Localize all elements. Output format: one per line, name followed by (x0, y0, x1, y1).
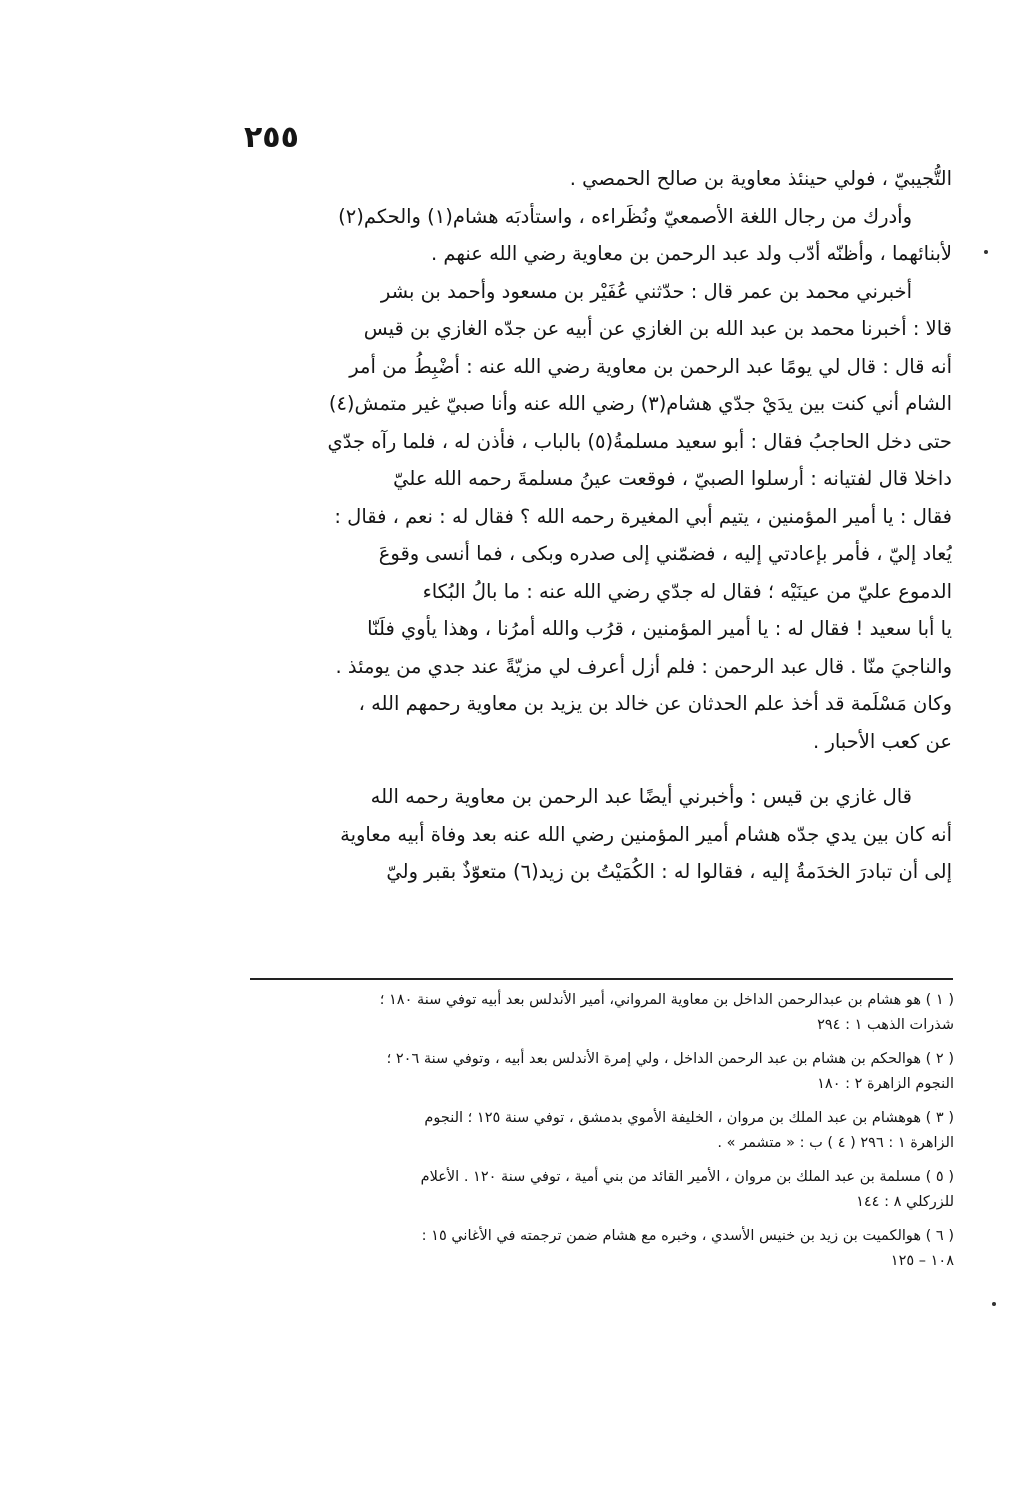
text-line: أنه قال : قال لي يومًا عبد الرحمن بن معاوية رضي الله عنه : أضْبِطُ من أمر (349, 354, 952, 378)
footnote (236, 1106, 954, 1156)
footnote-line: النجوم الزاهرة ٢ : ١٨٠ (817, 1076, 954, 1092)
footnote-line: للزركلي ٨ : ١٤٤ (856, 1194, 954, 1210)
footnote-line: ( ٦ ) هوالكميت بن زيد بن خنيس الأسدي ، وخبره مع هشام ضمن ترجمته في الأغاني ١٥ : (421, 1228, 954, 1244)
text-line: لأبنائهما ، وأظنّه أدّب ولد عبد الرحمن بن معاوية رضي الله عنهم . (430, 242, 952, 265)
footnote (236, 1224, 954, 1274)
text-line: يُعاد إليّ ، فأمر بإعادتي إليه ، فضمّني إلى صدره وبكى ، فما أنسى وقوعَ (378, 542, 952, 565)
text-line: التُّجيبيّ ، فولي حينئذ معاوية بن صالح الحمصي . (569, 167, 952, 190)
footnote (236, 1047, 954, 1097)
text-line: قال غازي بن قيس : وأخبرني أيضًا عبد الرحمن بن معاوية رحمه الله (370, 785, 912, 808)
text-line: حتى دخل الحاجبُ فقال : أبو سعيد مسلمةُ(٥) بالباب ، فأذن له ، فلما رآه جدّي (327, 429, 952, 453)
footnote (236, 988, 954, 1038)
text-line: وأدرك من رجال اللغة الأصمعيّ ونُظَراءه ، واستأدبَه هشام(١) والحكم(٢) (338, 204, 912, 228)
footnote-line: ( ١ ) هو هشام بن عبدالرحمن الداخل بن معاوية المرواني، أمير الأندلس بعد أبيه توفي سنة ١٨٠ ؛ (379, 992, 954, 1008)
text-line: إلى أن تبادرَ الخدَمةُ إليه ، فقالوا له : الكُمَيْتُ بن زيد(٦) متعوّذٌ بقبر وليّ (386, 860, 952, 883)
text-line: عن كعب الأحبار . (813, 729, 952, 753)
footnote-line: ( ٥ ) مسلمة بن عبد الملك بن مروان ، الأمير القائد من بني أمية ، توفي سنة ١٢٠ . الأعلام (420, 1169, 954, 1185)
footnote-divider (250, 978, 953, 980)
text-line: يا أبا سعيد ! فقال له : يا أمير المؤمنين ، قرُب والله أمرُنا ، وهذا يأوي فلَنّا (367, 617, 952, 640)
body-text (226, 160, 952, 891)
text-line: وكان مَسْلَمة قد أخذ علم الحدثان عن خالد بن يزيد بن معاوية رحمهم الله ، (358, 692, 952, 715)
footnotes (236, 988, 954, 1274)
text-line: أخبرني محمد بن عمر قال : حدّثني عُفَيْر بن مسعود وأحمد بن بشر (380, 279, 912, 303)
text-line: الدموع عليّ من عينَيْه ؛ فقال له جدّي رضي الله عنه : ما بالُ البُكاء (422, 579, 952, 603)
text-line: داخلا قال لفتيانه : أرسلوا الصبيّ ، فوقعت عينُ مسلمةَ رحمه الله عليّ (393, 467, 952, 490)
text-line: فقال : يا أمير المؤمنين ، يتيم أبي المغيرة رحمه الله ؟ فقال له : نعم ، فقال : (334, 504, 952, 528)
scan-speck (984, 250, 988, 254)
footnote-line: ١٠٨ – ١٢٥ (890, 1253, 954, 1269)
footnote-line: ( ٣ ) هوهشام بن عبد الملك بن مروان ، الخليفة الأموي بدمشق ، توفي سنة ١٢٥ ؛ النجوم (424, 1110, 954, 1126)
text-line: قالا : أخبرنا محمد بن عبد الله بن الغازي عن أبيه عن جدّه الغازي بن قيس (363, 317, 952, 340)
footnote-line: شذرات الذهب ١ : ٢٩٤ (817, 1017, 954, 1033)
footnote-line: ( ٢ ) هوالحكم بن هشام بن عبد الرحمن الداخل ، ولي إمرة الأندلس بعد أبيه ، وتوفي سنة ٢٠٦ ؛ (386, 1051, 954, 1067)
text-line: والناجيَ منّا . قال عبد الرحمن : فلم أزل أعرف لي مزيّةً عند جدي من يومئذ . (335, 654, 952, 678)
text-line: الشام أني كنت بين يدَيْ جدّي هشام(٣) رضي الله عنه وأنا صبيّ غير متمش(٤) (328, 392, 952, 415)
footnote-line: الزاهرة ١ : ٢٩٦ ( ٤ ) ب : « متشمر » . (717, 1135, 954, 1151)
page-number: ٢٥٥ (244, 120, 299, 155)
footnote (236, 1165, 954, 1215)
scan-speck (992, 1302, 996, 1306)
text-line: أنه كان بين يدي جدّه هشام أمير المؤمنين رضي الله عنه بعد وفاة أبيه معاوية (340, 822, 952, 846)
